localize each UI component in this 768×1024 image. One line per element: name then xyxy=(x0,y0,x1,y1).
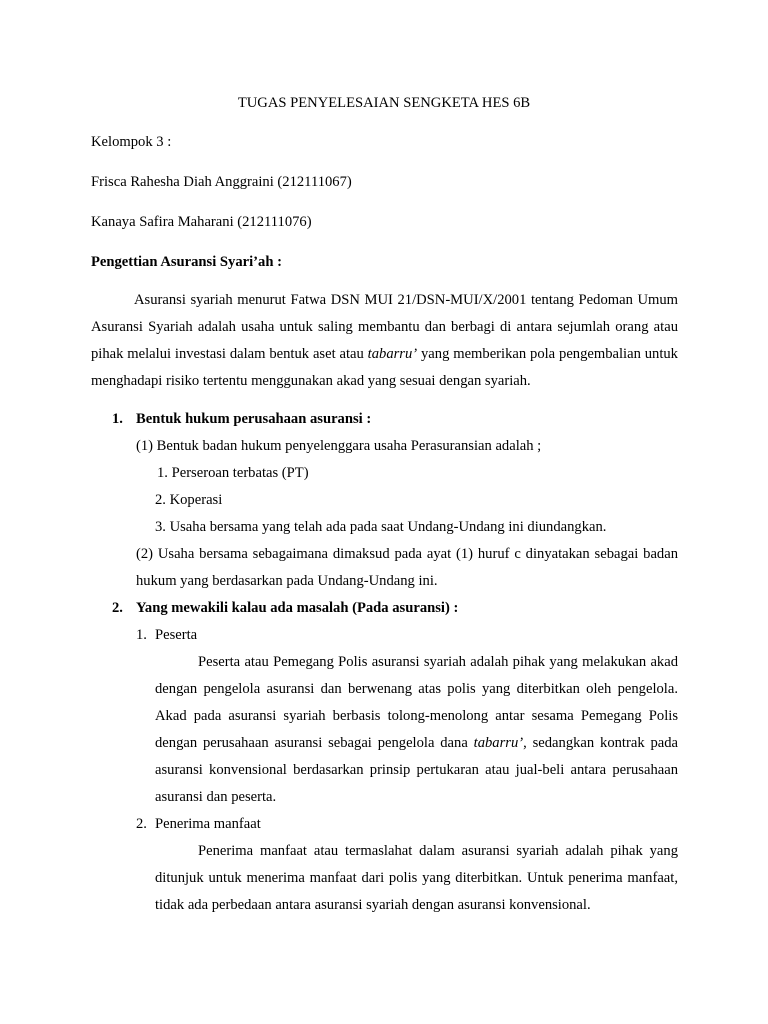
member-name-1: Frisca Rahesha Diah Anggraini (212111067) xyxy=(91,174,352,190)
party-1-number: 1. xyxy=(136,627,147,643)
party-2-title: Penerima manfaat xyxy=(155,816,261,832)
section-2-heading: Yang mewakili kalau ada masalah (Pada asuransi) : xyxy=(136,600,459,616)
section-1-heading: Bentuk hukum perusahaan asuransi : xyxy=(136,411,372,427)
document-title: TUGAS PENYELESAIAN SENGKETA HES 6B xyxy=(237,95,531,111)
party-2-paragraph: Penerima manfaat atau termaslahat dalam asuransi syariah adalah pihak yang ditunjuk untuk menerima manfaat dari polis yang diterbitkan. Untuk penerima manfaat, tidak ada perbedaan antara asuransi syariah dengan asuransi konvensional. xyxy=(155,843,678,913)
section-1-point-1: (1) Bentuk badan hukum penyelenggara usaha Perasuransian adalah ; xyxy=(136,438,542,454)
party-1-paragraph xyxy=(155,649,678,811)
section-1-point-2: (2) Usaha bersama sebagaimana dimaksud pada ayat (1) huruf c dinyatakan sebagai badan hukum yang berdasarkan pada Undang-Undang ini. xyxy=(136,546,678,589)
section-2-number: 2. xyxy=(112,600,123,616)
party-1-text-end: , sedangkan kontrak pada asuransi konvensional berdasarkan prinsip pertukaran atau jual-beli antara perusahaan asuransi dan peserta. xyxy=(155,735,678,805)
party-1-title: Peserta xyxy=(155,627,198,643)
definition-paragraph xyxy=(91,287,678,395)
legal-form-item-2: 2. Koperasi xyxy=(155,492,223,508)
legal-form-item-1: 1. Perseroan terbatas (PT) xyxy=(157,465,309,481)
definition-italic-term: tabarru’ xyxy=(367,346,418,362)
legal-form-item-3: 3. Usaha bersama yang telah ada pada saat Undang-Undang ini diundangkan. xyxy=(155,519,607,535)
party-2-number: 2. xyxy=(136,816,147,832)
definition-text-end: yang memberikan pola pengembalian untuk menghadapi risiko tertentu menggunakan akad yang sesuai dengan syariah. xyxy=(91,346,678,389)
definition-heading: Pengettian Asuransi Syari’ah : xyxy=(91,254,282,270)
member-name-2: Kanaya Safira Maharani (212111076) xyxy=(91,214,312,230)
definition-text: Asuransi syariah menurut Fatwa DSN MUI 21/DSN-MUI/X/2001 tentang Pedoman Umum Asuransi Syariah adalah usaha untuk saling membantu dan berbagi di antara sejumlah orang atau pihak melalui investasi dalam bentuk aset atau xyxy=(91,292,678,362)
party-1-italic-term: tabarru’ xyxy=(473,735,524,751)
party-1-text: Peserta atau Pemegang Polis asuransi syariah adalah pihak yang melakukan akad dengan pengelola asuransi dan berwenang atas polis yang diterbitkan oleh pengelola. Akad pada asuransi syariah berbasis tolong-menolong antar sesama Pemegang Polis dengan perusahaan asuransi sebagai pengelola dana xyxy=(155,654,678,751)
section-1-number: 1. xyxy=(112,411,123,427)
group-label: Kelompok 3 : xyxy=(91,134,172,150)
